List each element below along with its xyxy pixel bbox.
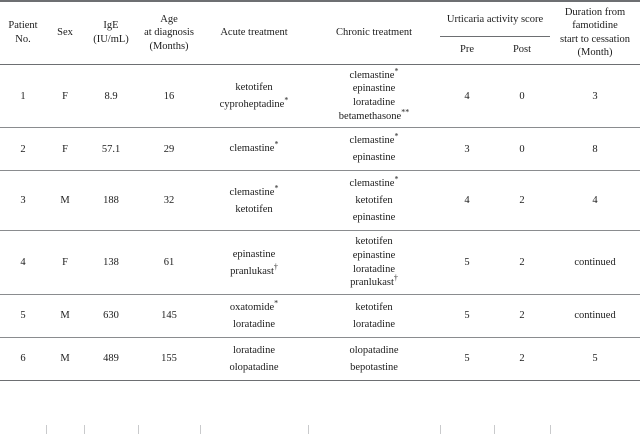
cell-duration: 3 <box>592 90 598 102</box>
column-tick-6 <box>440 425 441 434</box>
chronic-drug-item: pranlukast† <box>350 273 398 289</box>
column-tick-8 <box>550 425 551 434</box>
acute-drug-item: epinastine <box>232 248 276 260</box>
header-sex: Sex <box>57 27 73 39</box>
cell-uas-post: 2 <box>519 353 525 365</box>
header-uas-pre: Pre <box>440 37 494 65</box>
cell-duration: continued <box>574 257 616 269</box>
column-tick-2 <box>84 425 85 434</box>
chronic-drug-list <box>310 175 438 226</box>
acute-drug-list <box>202 184 306 218</box>
header-duration-line2: famotidine <box>572 20 618 32</box>
footnote-marker: † <box>393 273 398 283</box>
cell-chronic-treatment <box>308 294 440 337</box>
cell-chronic-treatment <box>308 128 440 171</box>
cell-patient-no: 1 <box>20 90 26 102</box>
column-tick-5 <box>308 425 309 434</box>
cell-duration: 5 <box>592 353 598 365</box>
cell-uas-pre: 5 <box>464 257 470 269</box>
cell-age: 145 <box>161 310 177 322</box>
chronic-drug-item: epinastine <box>352 249 396 261</box>
chronic-drug-item: ketotifen <box>355 301 393 313</box>
footnote-marker: * <box>394 66 399 76</box>
table-row <box>0 294 640 337</box>
header-duration-line1: Duration from <box>564 7 626 18</box>
cell-sex: M <box>60 195 70 207</box>
cell-age: 16 <box>163 90 175 102</box>
chronic-drug-list <box>310 342 438 376</box>
cell-age: 155 <box>161 353 177 365</box>
cell-acute-treatment <box>200 171 308 231</box>
cell-chronic-treatment <box>308 171 440 231</box>
acute-drug-list <box>202 246 306 280</box>
chronic-drug-list <box>310 66 438 124</box>
chronic-drug-item: betamethasone** <box>338 107 410 122</box>
bottom-column-ticks <box>0 425 640 434</box>
acute-drug-item: loratadine <box>233 344 275 356</box>
cell-uas-pre: 3 <box>464 143 470 155</box>
footnote-marker: * <box>274 298 279 308</box>
cell-ige: 8.9 <box>104 90 118 102</box>
chronic-drug-item: ketotifen <box>355 195 393 207</box>
chronic-drug-item: epinastine <box>352 212 396 224</box>
cell-sex: F <box>62 90 68 102</box>
cell-uas-pre: 4 <box>464 90 470 102</box>
footnote-marker: * <box>284 95 289 105</box>
acute-drug-item: pranlukast† <box>230 262 278 277</box>
cell-chronic-treatment <box>308 64 440 128</box>
cell-patient-no: 5 <box>20 310 26 322</box>
cell-age: 32 <box>163 195 175 207</box>
cell-acute-treatment <box>200 64 308 128</box>
cell-acute-treatment <box>200 128 308 171</box>
chronic-drug-list <box>310 132 438 166</box>
footnote-marker: * <box>394 174 399 184</box>
chronic-drug-item: loratadine <box>353 263 395 275</box>
table-row <box>0 231 640 295</box>
chronic-drug-item: bepotastine <box>350 361 398 373</box>
cell-sex: F <box>62 257 68 269</box>
acute-drug-list <box>202 342 306 376</box>
header-ige-line2: (IU/mL) <box>93 33 129 45</box>
acute-drug-item: ketotifen <box>235 82 273 94</box>
chronic-drug-item: clemastine* <box>349 66 399 81</box>
header-patient-no <box>0 1 46 64</box>
cell-uas-post: 0 <box>519 143 525 155</box>
cell-chronic-treatment <box>308 231 440 295</box>
chronic-drug-item: clemastine* <box>349 131 399 147</box>
header-chronic-treatment: Chronic treatment <box>335 27 413 39</box>
acute-drug-item: clemastine* <box>229 139 279 155</box>
column-tick-7 <box>494 425 495 434</box>
chronic-drug-item: loratadine <box>353 318 395 330</box>
header-age-line2: at diagnosis <box>144 27 194 39</box>
acute-drug-list <box>202 299 306 333</box>
cell-uas-post: 2 <box>519 257 525 269</box>
acute-drug-item: clemastine* <box>229 183 279 198</box>
acute-drug-item: loratadine <box>233 318 275 330</box>
cell-sex: M <box>60 353 70 365</box>
header-ige-line1: IgE <box>103 20 119 32</box>
chronic-drug-item: ketotifen <box>355 236 393 248</box>
cell-duration: continued <box>574 310 616 322</box>
cell-patient-no: 4 <box>20 257 26 269</box>
cell-patient-no: 2 <box>20 143 26 155</box>
header-row-primary <box>0 1 640 37</box>
header-acute-treatment: Acute treatment <box>220 27 288 39</box>
header-age-line1: Age <box>160 13 178 25</box>
chronic-drug-list <box>310 299 438 333</box>
header-age-line3: (Months) <box>149 40 189 52</box>
column-tick-4 <box>200 425 201 434</box>
cell-patient-no: 6 <box>20 353 26 365</box>
cell-ige: 57.1 <box>101 143 121 155</box>
footnote-marker: † <box>273 262 278 272</box>
header-uas-post: Post <box>494 37 550 65</box>
cell-acute-treatment <box>200 337 308 380</box>
acute-drug-item: ketotifen <box>235 203 273 215</box>
cell-ige: 138 <box>103 257 119 269</box>
table-row <box>0 128 640 171</box>
column-tick-1 <box>46 425 47 434</box>
acute-drug-list <box>202 79 306 113</box>
header-duration-from-famotidine <box>550 1 640 64</box>
cell-duration: 8 <box>592 143 598 155</box>
cell-ige: 630 <box>103 310 119 322</box>
footnote-marker: * <box>274 139 279 149</box>
header-ige <box>84 1 138 64</box>
chronic-drug-item: olopatadine <box>349 344 399 356</box>
header-patient-no-line2: No. <box>15 33 31 45</box>
acute-drug-item: oxatomide* <box>229 298 279 313</box>
table-row <box>0 64 640 128</box>
chronic-drug-item: loratadine <box>353 97 395 109</box>
acute-drug-list <box>202 139 306 156</box>
chronic-drug-item: epinastine <box>352 152 396 164</box>
header-patient-no-line1: Patient <box>8 20 38 32</box>
table-row <box>0 171 640 231</box>
cell-duration: 4 <box>592 195 598 207</box>
cell-ige: 188 <box>103 195 119 207</box>
footnote-marker: * <box>274 183 279 193</box>
header-urticaria-activity-score: Urticaria activity score <box>446 13 544 25</box>
table-row <box>0 337 640 380</box>
cell-uas-post: 0 <box>519 90 525 102</box>
footnote-marker: * <box>394 131 399 141</box>
header-duration-line3: start to cessation <box>560 33 630 45</box>
table-header <box>0 1 640 64</box>
cell-acute-treatment <box>200 231 308 295</box>
column-tick-3 <box>138 425 139 434</box>
cell-uas-post: 2 <box>519 310 525 322</box>
acute-drug-item: cyproheptadine* <box>219 95 289 111</box>
cell-uas-pre: 4 <box>464 195 470 207</box>
cell-uas-pre: 5 <box>464 353 470 365</box>
acute-drug-item: olopatadine <box>229 361 279 373</box>
cell-ige: 489 <box>103 353 119 365</box>
footnote-marker: ** <box>401 107 410 117</box>
chronic-drug-list <box>310 235 438 290</box>
table-body <box>0 64 640 380</box>
cell-age: 61 <box>163 257 175 269</box>
cell-age: 29 <box>163 143 175 155</box>
cell-uas-post: 2 <box>519 195 525 207</box>
chronic-drug-item: epinastine <box>352 83 396 95</box>
cell-acute-treatment <box>200 294 308 337</box>
cell-uas-pre: 5 <box>464 310 470 322</box>
cell-sex: M <box>60 310 70 322</box>
header-duration-line4: (Month) <box>577 47 613 59</box>
header-age-at-diagnosis <box>138 1 200 64</box>
cell-chronic-treatment <box>308 337 440 380</box>
cell-patient-no: 3 <box>20 195 26 207</box>
cell-sex: F <box>62 143 68 155</box>
chronic-drug-item: clemastine* <box>349 174 399 190</box>
